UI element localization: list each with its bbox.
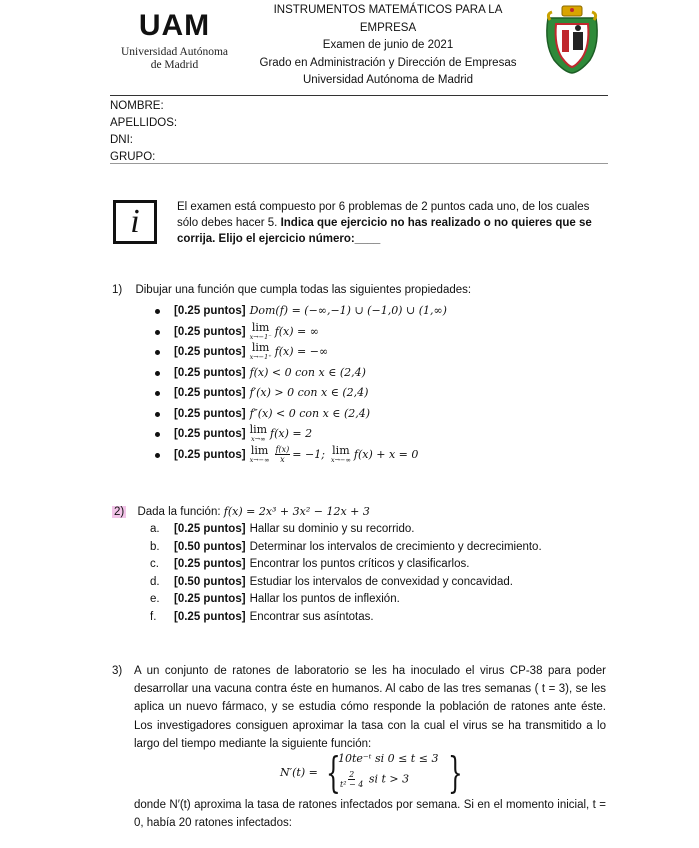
math-expression: f(x) = ∞ [274, 324, 319, 338]
limit-operator: lim x→−∞ [249, 443, 270, 464]
list-item [150, 609, 610, 627]
list-item [150, 424, 610, 445]
function-expression: f(x) = 2x³ + 3x² − 12x + 3 [223, 505, 370, 518]
question-3-number: 3) [112, 665, 123, 677]
list-item [150, 301, 610, 322]
math-expression: f′(x) > 0 con x ∈ (2,4) [249, 386, 369, 400]
left-brace: { [326, 748, 341, 797]
question-1-statement [112, 284, 471, 296]
limit-operator: lim x→−∞ [330, 443, 351, 464]
points-label: [0.25 puntos] [174, 558, 246, 570]
list-item [150, 322, 610, 343]
points-label: [0.25 puntos] [174, 305, 246, 318]
limit-operator: lim x→−1⁻ [249, 320, 272, 341]
right-brace: } [448, 748, 463, 797]
points-label: [0.25 puntos] [174, 346, 246, 359]
course-title: INSTRUMENTOS MATEMÁTICOS PARA LA EMPRESA [273, 4, 503, 34]
coat-of-arms-icon [540, 4, 604, 74]
part-text: Encontrar los puntos críticos y clasificarlos. [249, 558, 470, 570]
part-letter: e. [150, 593, 160, 605]
points-label: [0.25 puntos] [174, 366, 246, 379]
list-item [150, 404, 610, 425]
question-2-number: 2) [114, 506, 125, 518]
list-item [150, 574, 610, 592]
question-3-text: A un conjunto de ratones de laboratorio se les ha inoculado el virus CP-38 para poder desarrollar una vacuna contra éste en humanos. Al cabo de las tres semanas ( t = 3), se les aplica un nuevo fármaco, y se estudia cómo responde la población de ratones ante éste. Los investigadores consiguen aproximar la tasa con la cual el virus se ha transmitido a lo largo del tiempo mediante la siguiente función: [134, 665, 606, 750]
limit-operator: lim x→∞ [249, 423, 268, 444]
points-label: [0.25 puntos] [174, 610, 246, 623]
university-logo [112, 10, 237, 72]
list-item [150, 363, 610, 384]
part-letter: a. [150, 523, 160, 535]
piecewise-formula [280, 748, 480, 798]
formula-case-2 [338, 770, 409, 789]
part-text: Encontrar sus asíntotas. [249, 610, 374, 623]
degree-name: Grado en Administración y Dirección de Empresas [259, 56, 517, 69]
fraction: $\frac{f(x)}{x}$ [275, 445, 290, 465]
math-expression: f(x) + x = 0 [353, 447, 419, 461]
points-label: [0.25 puntos] [174, 428, 246, 441]
points-label: [0.25 puntos] [174, 387, 246, 400]
question-1-number: 1) [112, 284, 123, 296]
math-expression: f(x) < 0 con x ∈ (2,4) [249, 365, 366, 379]
exam-date: Examen de junio de 2021 [322, 39, 454, 51]
surname-label: APELLIDOS: [110, 117, 178, 129]
list-item [150, 591, 610, 609]
points-label: [0.25 puntos] [174, 448, 246, 461]
math-expression: = −1; [292, 447, 325, 461]
part-letter: c. [150, 558, 159, 570]
list-item [150, 556, 610, 574]
points-label: [0.50 puntos] [174, 540, 246, 553]
part-text: Hallar su dominio y su recorrido. [249, 523, 415, 535]
question-3-tail: donde N′(t) aproxima la tasa de ratones infectados por semana. Si en el momento inicial, t = 0, había 20 ratones infectados: [134, 799, 606, 830]
list-item [150, 445, 610, 466]
id-label: DNI: [110, 134, 133, 146]
case-2-numerator: 2 [349, 770, 355, 779]
question-3-statement [112, 662, 606, 753]
university-name-line2: de Madrid [150, 59, 199, 71]
question-1-text: Dibujar una función que cumpla todas las siguientes propiedades: [135, 284, 472, 296]
points-label: [0.25 puntos] [174, 593, 246, 605]
part-letter: d. [150, 575, 160, 588]
case-2-denominator: t² − 4 [340, 780, 364, 789]
list-item [150, 383, 610, 404]
university-full-name: Universidad Autónoma de Madrid [302, 74, 474, 86]
exam-instructions [177, 199, 602, 247]
points-label: [0.25 puntos] [174, 407, 246, 420]
student-fields-divider [110, 163, 608, 164]
math-expression: f(x) = −∞ [274, 345, 329, 359]
name-label: NOMBRE: [110, 100, 164, 112]
student-info-fields [110, 98, 177, 166]
instructions-text: El examen está compuesto por 6 problemas de 2 puntos cada uno, de los cuales sólo debes hacer 5. [177, 201, 590, 229]
uam-logo-mark: UAM [138, 9, 211, 42]
formula-case-1: 10te⁻ᵗ si 0 ≤ t ≤ 3 [338, 752, 439, 765]
math-expression: Dom(f) = (−∞,−1) ∪ (−1,0) ∪ (1,∞) [249, 304, 447, 318]
part-letter: f. [150, 610, 157, 623]
list-item [150, 539, 610, 557]
header-divider [110, 95, 608, 96]
question-2-parts [150, 521, 610, 626]
exam-header [248, 2, 528, 90]
case-2-condition: si t > 3 [368, 772, 410, 786]
university-name-line1: Universidad Autónoma [121, 46, 228, 58]
part-text: Estudiar los intervalos de convexidad y concavidad. [249, 575, 513, 588]
formula-lhs: N′(t) = [280, 766, 318, 779]
points-label: [0.25 puntos] [174, 523, 246, 535]
part-letter: b. [150, 540, 160, 553]
question-2-statement [112, 505, 370, 518]
part-text: Determinar los intervalos de crecimiento y decrecimiento. [249, 540, 542, 553]
points-label: [0.25 puntos] [174, 325, 246, 338]
question-2-text: Dada la función: [137, 506, 224, 518]
math-expression: f″(x) < 0 con x ∈ (2,4) [249, 406, 371, 420]
limit-operator: lim x→−1⁺ [249, 341, 272, 362]
points-label: [0.50 puntos] [174, 575, 246, 588]
instructions-bold-text: Indica que ejercicio no has realizado o no quieres que se corrija. Elijo el ejercicio número:____ [177, 217, 592, 245]
question-1-properties [150, 301, 610, 465]
group-label: GRUPO: [110, 151, 156, 163]
list-item [150, 342, 610, 363]
list-item [150, 521, 610, 539]
part-text: Hallar los puntos de inflexión. [249, 593, 400, 605]
info-icon: i [113, 200, 157, 244]
math-expression: f(x) = 2 [270, 427, 313, 441]
